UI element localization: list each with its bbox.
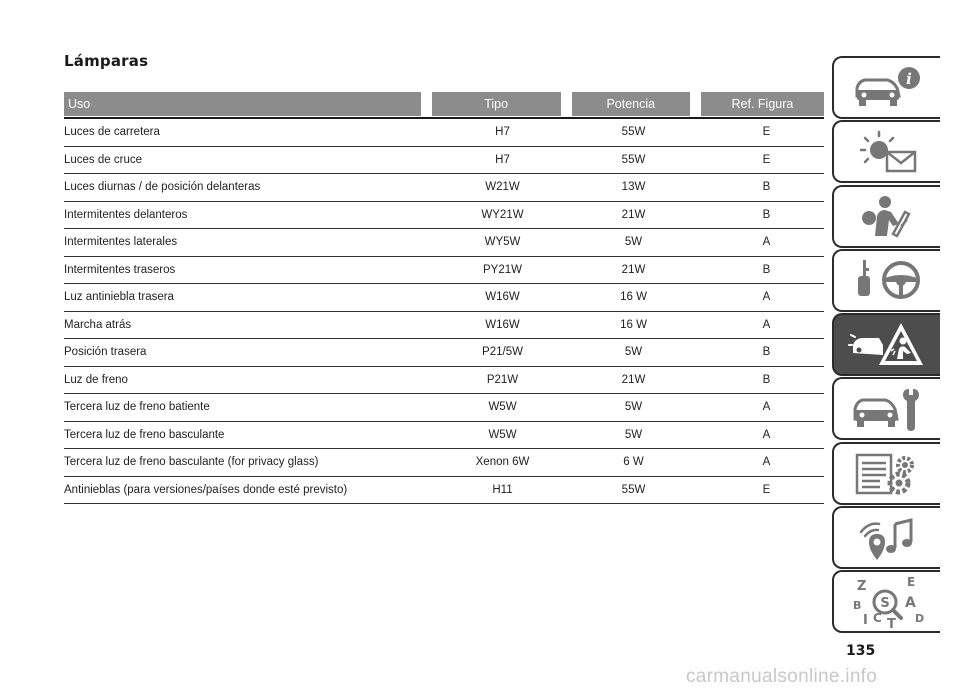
cell-uso: Luz de freno bbox=[64, 373, 128, 386]
cell-ref: A bbox=[762, 291, 771, 304]
header-ref-figura: Ref. Figura bbox=[701, 92, 824, 116]
cell-uso: Posición trasera bbox=[64, 346, 147, 359]
cell-ref: A bbox=[762, 318, 771, 331]
cell-tipo: H7 bbox=[495, 153, 510, 166]
cell-ref: A bbox=[762, 236, 771, 249]
tab-maintenance[interactable] bbox=[832, 377, 940, 440]
maintenance-icon bbox=[847, 383, 927, 435]
cell-tipo: H7 bbox=[495, 126, 510, 139]
page-number: 135 bbox=[846, 643, 876, 659]
cell-tipo: W5W bbox=[488, 428, 517, 441]
cell-uso: Marcha atrás bbox=[64, 318, 132, 331]
index-icon bbox=[847, 576, 927, 628]
index-letter: A bbox=[905, 594, 916, 611]
table-row bbox=[64, 477, 824, 505]
cell-tipo: PY21W bbox=[483, 263, 522, 276]
cell-tipo: Xenon 6W bbox=[475, 456, 530, 469]
cell-tipo: W16W bbox=[485, 318, 520, 331]
cell-uso: Luces de cruce bbox=[64, 153, 142, 166]
cell-tipo: W16W bbox=[485, 291, 520, 304]
header-tipo: Tipo bbox=[432, 92, 561, 116]
cell-uso: Luz antiniebla trasera bbox=[64, 291, 174, 304]
cell-uso: Tercera luz de freno basculante bbox=[64, 428, 225, 441]
cell-ref: A bbox=[762, 456, 771, 469]
cell-potencia: 16 W bbox=[620, 291, 647, 304]
watermark-text: carmanualsonline.info bbox=[686, 666, 878, 687]
tab-index[interactable] bbox=[832, 570, 940, 633]
cell-potencia: 13W bbox=[621, 181, 646, 194]
multimedia-icon bbox=[847, 512, 927, 564]
index-letter: B bbox=[853, 598, 862, 612]
cell-uso: Luces de carretera bbox=[64, 126, 160, 139]
cell-uso: Intermitentes laterales bbox=[64, 236, 178, 249]
tab-starting-driving[interactable] bbox=[832, 249, 940, 312]
svg-text:S: S bbox=[880, 595, 890, 611]
table-row bbox=[64, 119, 824, 147]
tab-car-info[interactable] bbox=[832, 56, 940, 119]
cell-tipo: WY5W bbox=[484, 236, 521, 249]
table-row bbox=[64, 339, 824, 367]
table-row bbox=[64, 257, 824, 285]
cell-uso: Antinieblas (para versiones/países donde esté previsto) bbox=[64, 483, 348, 496]
chapter-tab-nav bbox=[832, 56, 940, 635]
cell-ref: E bbox=[762, 153, 771, 166]
cell-potencia: 5W bbox=[624, 401, 643, 414]
cell-tipo: W5W bbox=[488, 401, 517, 414]
cell-tipo: P21/5W bbox=[482, 346, 523, 359]
table-row bbox=[64, 147, 824, 175]
table-row bbox=[64, 394, 824, 422]
index-letter: E bbox=[907, 575, 916, 589]
index-letter: Z bbox=[857, 578, 867, 594]
cell-potencia: 5W bbox=[624, 346, 643, 359]
cell-tipo: W21W bbox=[485, 181, 520, 194]
cell-potencia: 21W bbox=[621, 208, 646, 221]
cell-ref: B bbox=[762, 208, 771, 221]
header-uso: Uso bbox=[64, 92, 421, 116]
cell-ref: B bbox=[762, 346, 771, 359]
cell-potencia: 21W bbox=[621, 373, 646, 386]
page-title: Lámparas bbox=[64, 52, 149, 70]
lamp-table bbox=[64, 92, 824, 504]
cell-uso: Intermitentes delanteros bbox=[64, 208, 188, 221]
table-row bbox=[64, 367, 824, 395]
table-row bbox=[64, 229, 824, 257]
tab-emergency[interactable] bbox=[832, 313, 940, 376]
cell-tipo: P21W bbox=[486, 373, 519, 386]
key-steering-wheel-icon bbox=[847, 254, 927, 306]
index-letter: D bbox=[915, 611, 925, 625]
index-letter: C bbox=[873, 610, 882, 625]
tab-safety[interactable] bbox=[832, 185, 940, 248]
cell-potencia: 5W bbox=[624, 428, 643, 441]
cell-potencia: 55W bbox=[621, 483, 646, 496]
tab-technical-data[interactable] bbox=[832, 442, 940, 505]
cell-ref: B bbox=[762, 373, 771, 386]
cell-ref: B bbox=[762, 181, 771, 194]
cell-uso: Tercera luz de freno basculante (for privacy glass) bbox=[64, 456, 319, 469]
warning-lights-icon bbox=[847, 126, 927, 178]
svg-text:i: i bbox=[906, 69, 912, 88]
index-letter: I bbox=[863, 612, 868, 628]
cell-ref: A bbox=[762, 401, 771, 414]
cell-ref: A bbox=[762, 428, 771, 441]
cell-uso: Intermitentes traseros bbox=[64, 263, 176, 276]
table-row bbox=[64, 202, 824, 230]
header-potencia: Potencia bbox=[572, 92, 690, 116]
emergency-icon bbox=[847, 319, 927, 371]
cell-potencia: 5W bbox=[624, 236, 643, 249]
tab-multimedia[interactable] bbox=[832, 506, 940, 569]
table-body bbox=[64, 117, 824, 504]
table-row bbox=[64, 284, 824, 312]
cell-potencia: 55W bbox=[621, 126, 646, 139]
cell-uso: Tercera luz de freno batiente bbox=[64, 401, 210, 414]
cell-tipo: H11 bbox=[492, 483, 513, 496]
cell-uso: Luces diurnas / de posición delanteras bbox=[64, 181, 261, 194]
safety-airbag-icon bbox=[847, 190, 927, 242]
table-row bbox=[64, 449, 824, 477]
cell-potencia: 6 W bbox=[623, 456, 644, 469]
cell-ref: E bbox=[762, 483, 771, 496]
index-letter: T bbox=[887, 616, 896, 628]
table-row bbox=[64, 174, 824, 202]
cell-potencia: 16 W bbox=[620, 318, 647, 331]
table-row bbox=[64, 422, 824, 450]
table-header bbox=[64, 92, 824, 116]
table-row bbox=[64, 312, 824, 340]
cell-potencia: 55W bbox=[621, 153, 646, 166]
tab-warning-lights[interactable] bbox=[832, 120, 940, 183]
cell-ref: B bbox=[762, 263, 771, 276]
cell-tipo: WY21W bbox=[481, 208, 524, 221]
cell-potencia: 21W bbox=[621, 263, 646, 276]
cell-ref: E bbox=[762, 126, 771, 139]
car-info-icon bbox=[847, 62, 927, 114]
technical-data-icon bbox=[847, 447, 927, 499]
